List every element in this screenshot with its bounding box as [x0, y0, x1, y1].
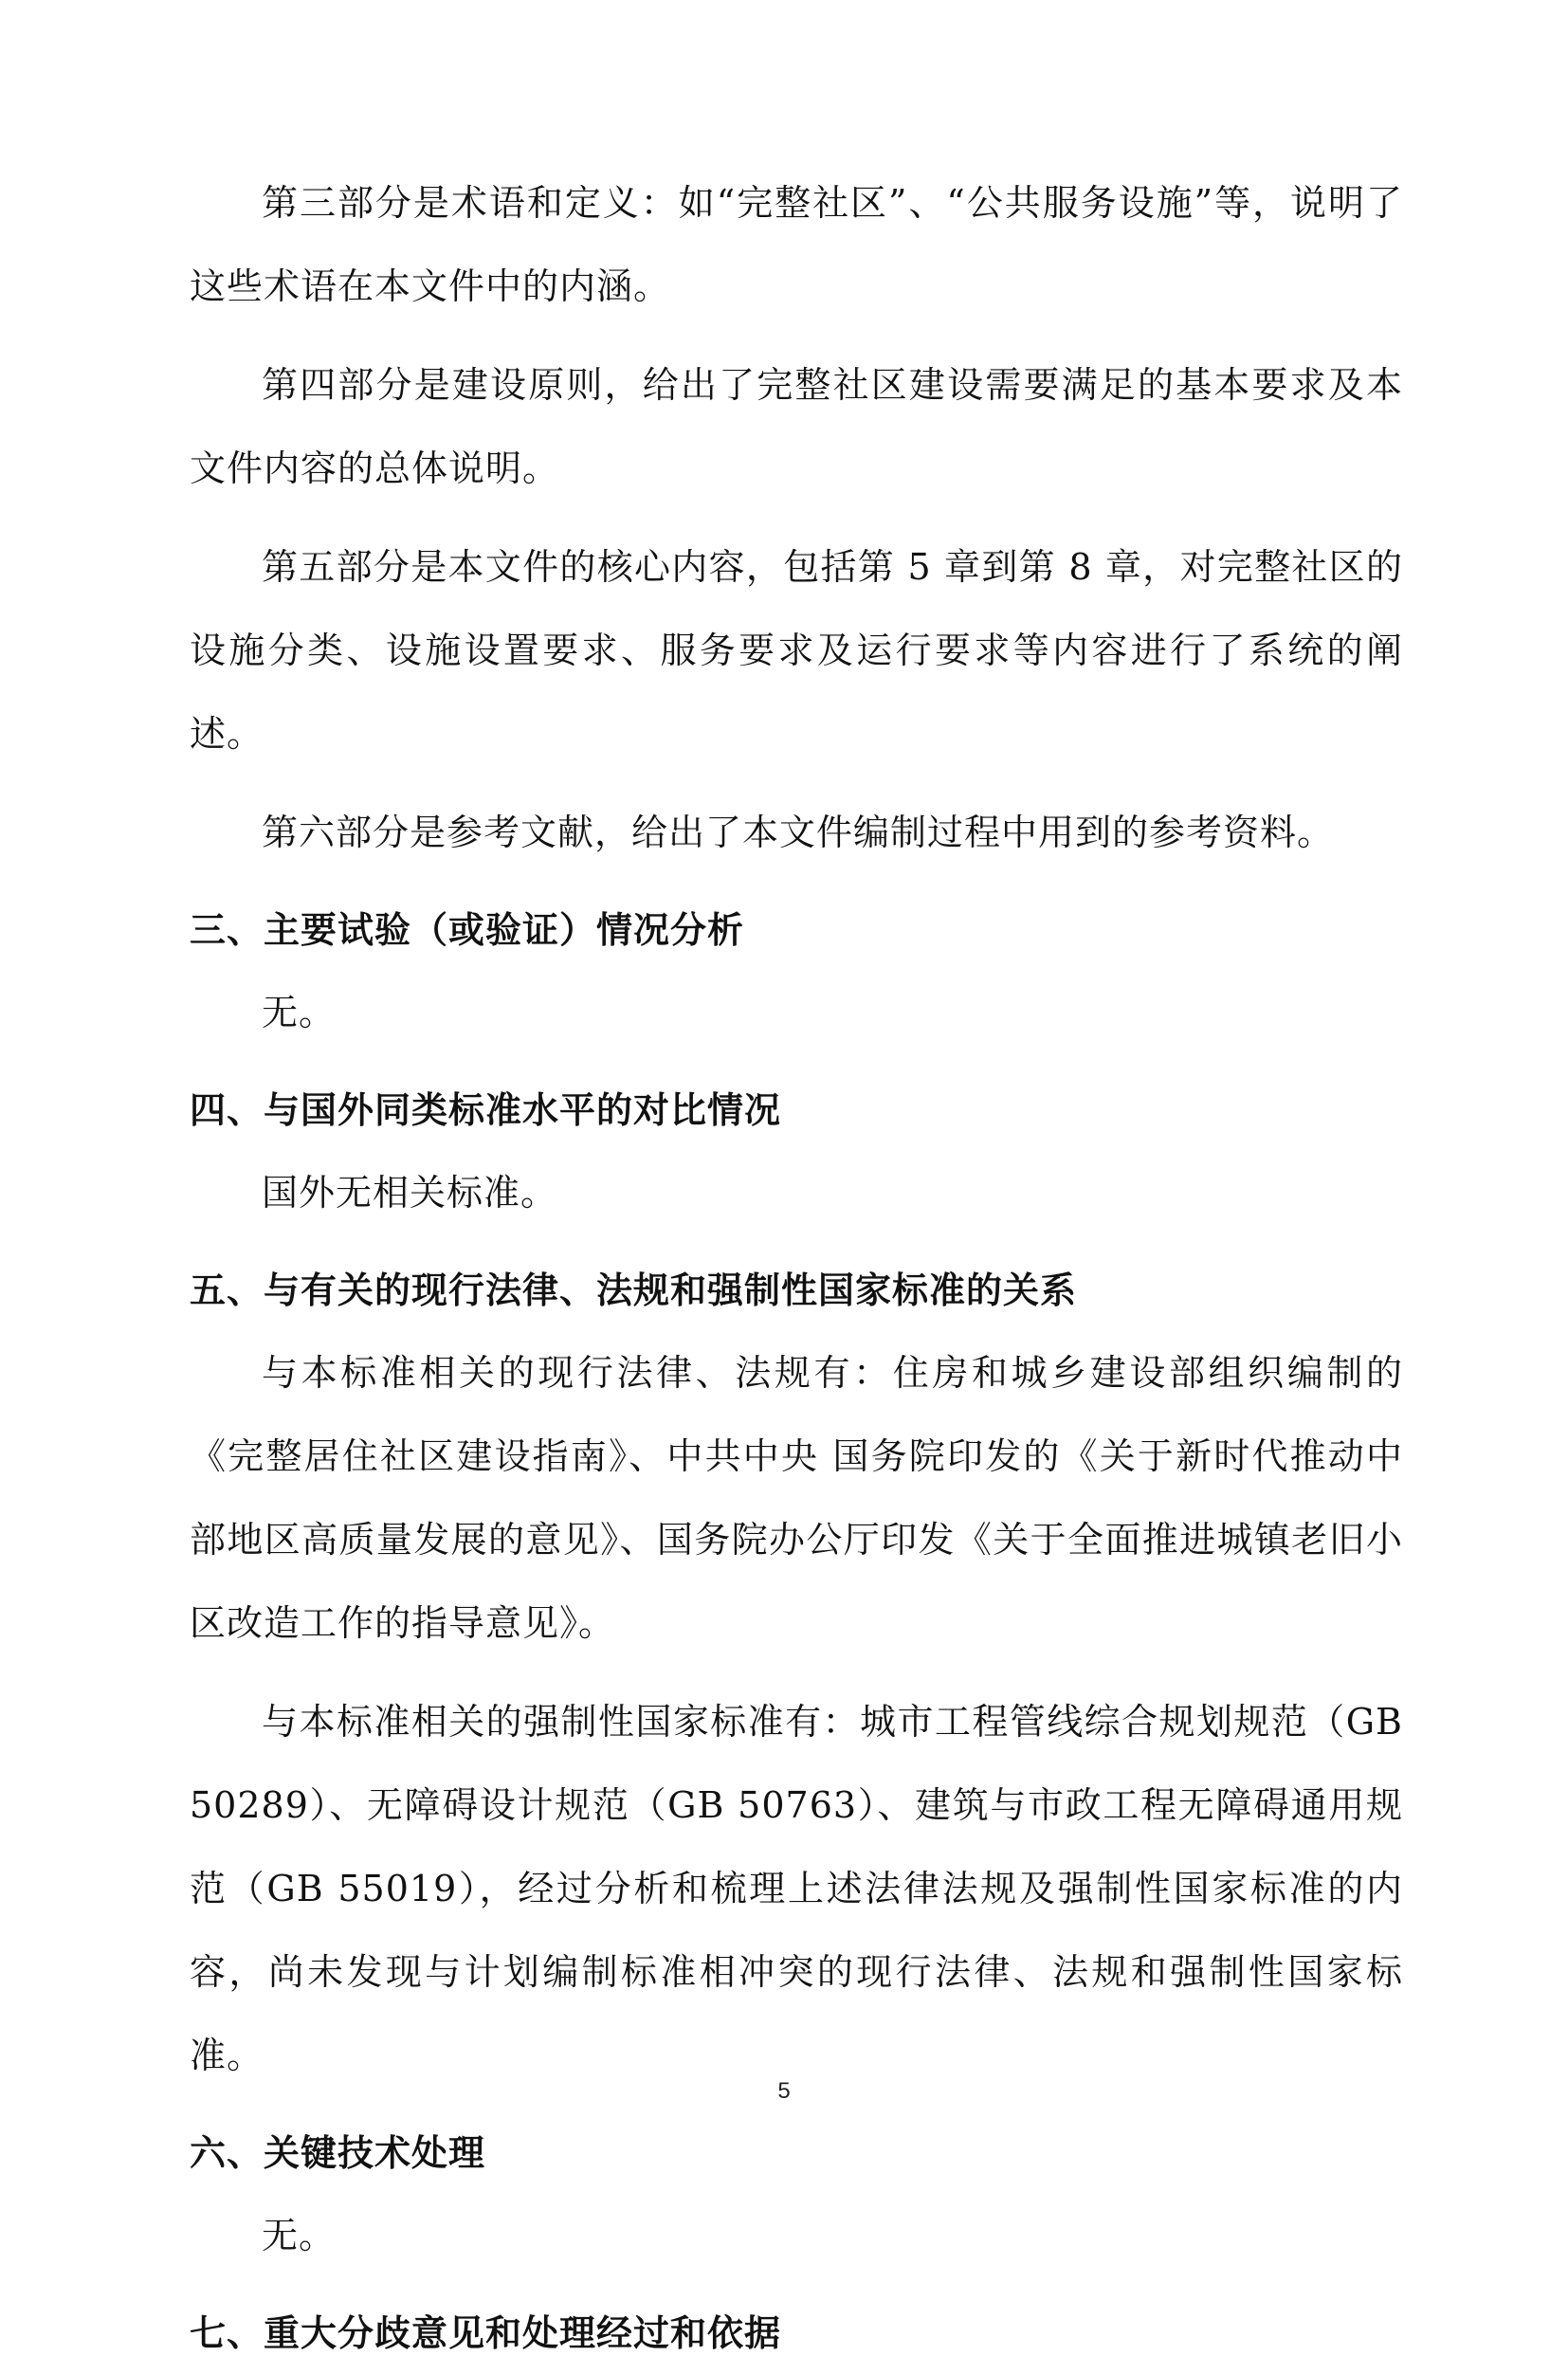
- section-5-body-standards: 与本标准相关的强制性国家标准有：城市工程管线综合规划规范（GB 50289）、无障碍设计规范（GB 50763）、建筑与市政工程无障碍通用规范（GB 55019），经过分析和梳理上述法律法规及强制性国家标准的内容，尚未发现与计划编制标准相冲突的现行法律、法规和强制性国家标准。: [190, 1701, 1403, 2076]
- paragraph-part-six: 第六部分是参考文献，给出了本文件编制过程中用到的参考资料。: [262, 812, 1335, 853]
- paragraph-part-five: 第五部分是本文件的核心内容，包括第 5 章到第 8 章，对完整社区的设施分类、设施设置要求、服务要求及运行要求等内容进行了系统的阐述。: [190, 546, 1403, 755]
- paragraph-part-four: 第四部分是建设原则，给出了完整社区建设需要满足的基本要求及本文件内容的总体说明。: [190, 364, 1403, 489]
- section-heading-3: 三、主要试验（或验证）情况分析: [190, 909, 745, 951]
- section-heading-6: 六、关键技术处理: [190, 2132, 486, 2174]
- section-6-body: 无。: [262, 2215, 337, 2256]
- paragraph-part-three: 第三部分是术语和定义：如“完整社区”、“公共服务设施”等，说明了这些术语在本文件中的内涵。: [190, 182, 1403, 307]
- section-heading-7: 七、重大分歧意见和处理经过和依据: [190, 2312, 782, 2354]
- page-number: 5: [777, 2078, 791, 2104]
- section-3-body: 无。: [262, 992, 337, 1033]
- document-body: [190, 161, 1403, 2374]
- section-heading-4: 四、与国外同类标准水平的对比情况: [190, 1089, 782, 1131]
- section-heading-5: 五、与有关的现行法律、法规和强制性国家标准的关系: [190, 1269, 1078, 1311]
- section-4-body: 国外无相关标准。: [262, 1172, 558, 1214]
- section-5-body-laws: 与本标准相关的现行法律、法规有：住房和城乡建设部组织编制的《完整居住社区建设指南》、中共中央 国务院印发的《关于新时代推动中部地区高质量发展的意见》、国务院办公厅印发《关于全面推进城镇老旧小区改造工作的指导意见》。: [190, 1352, 1403, 1644]
